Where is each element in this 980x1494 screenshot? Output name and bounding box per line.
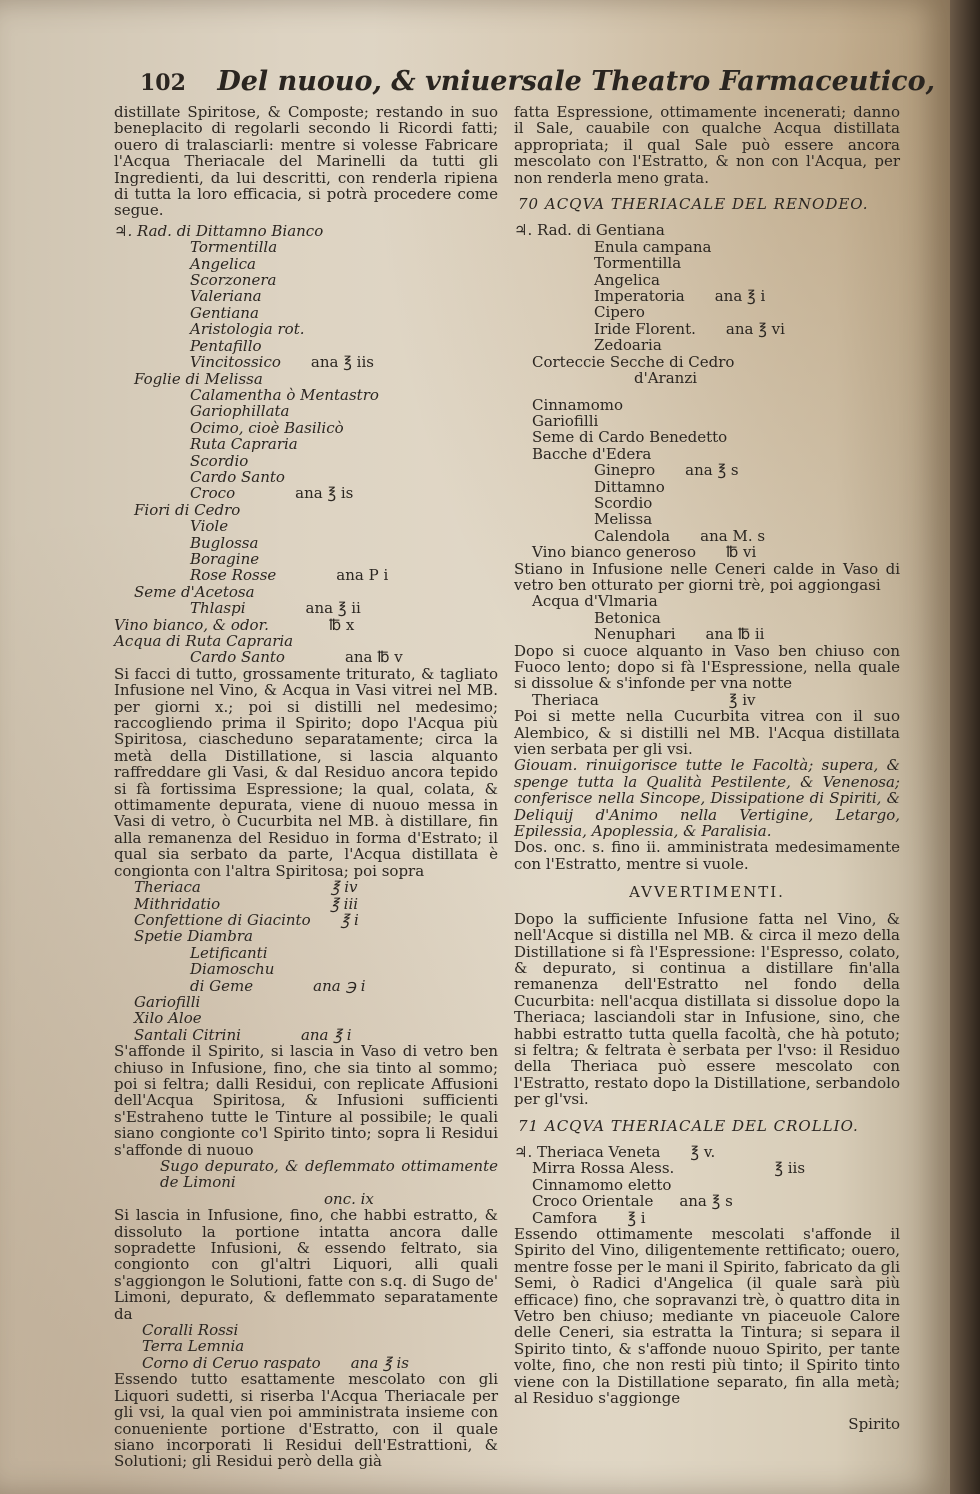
quantity: ana P i <box>336 566 389 585</box>
quantity: ℥ i <box>627 1208 646 1227</box>
quantity: ana ℥ ii <box>305 599 361 618</box>
recipe-line: Thlaspi ana ℥ ii <box>190 599 361 618</box>
quantity: ana M. s <box>700 526 766 545</box>
paragraph: S'affonde il Spirito, si lascia in Vaso di vetro ben chiuso in Infusione, fino, che sia tinto al sommo; poi si feltra; dalli Residui, con replicate Affusioni dell'Acqua Spiritosa, & Infusioni sufficienti s'Estraheno tutte le Tinture al possibile; le quali siano congionte co'l Spirito tinto; sopra li Residui s'affonde di nuouo <box>114 1042 498 1159</box>
recipe-line: ♃. Rad. di Dittamno Bianco <box>114 221 324 240</box>
paragraph: Stiano in Infusione nelle Ceneri calde in Vaso di vetro ben otturato per giorni trè, poi aggiongasi <box>514 559 900 594</box>
recipe-line: Confettione di Giacinto ℥ i <box>134 910 359 929</box>
quantity: ana ℥ vi <box>725 319 785 338</box>
recipe-line: Melissa <box>594 510 653 529</box>
recipe-line: Imperatoria ana ℥ i <box>594 287 766 306</box>
recipe-line: Cardo Santo ana ℔ v <box>190 648 403 667</box>
recipe-line: Foglie di Melissa <box>134 369 263 388</box>
recipe-line: Zedoaria <box>594 336 662 355</box>
recipe-line: Gariofilli <box>134 992 201 1011</box>
paragraph: Essendo ottimamente mescolati s'affonde il Spirito del Vino, diligentemente rettificato; ouero, mentre fosse per le mani il Spirito, fabricato da gli Semi, ò Radici d'Angelica (il quale sarà più efficace) fino, che sopravanzi trè, ò quattro dita in Vetro ben chiuso; mediante vn piaceuole Calore delle Ceneri, sia estratta la Tintura; si separa il Spirito tinto, & s'affonde nuouo Spirito, per tante volte, fino, che non resti più tinto; il Spirito tinto viene con la Distillatione separato, fin alla metà; al Residuo s'aggionge <box>514 1225 900 1408</box>
recipe-line: Buglossa <box>190 533 259 552</box>
quantity: ℔ x <box>328 615 355 634</box>
left-column <box>114 104 498 1470</box>
recipe-line: Gentiana <box>190 303 259 322</box>
paragraph: Poi si mette nella Cucurbita vitrea con il suo Alembico, & si distilli nel MB. l'Acqua distillata vien serbata per gli vsi. <box>514 707 900 759</box>
recipe-line: Dittamno <box>594 477 665 496</box>
recipe-line: Enula campana <box>594 237 712 256</box>
paragraph: Dopo la sufficiente Infusione fatta nel Vino, & nell'Acque si distilla nel MB. & circa il mezo della Distillatione si fà l'Espressione: l'Espresso, colato, & depurato, si continua a distillare fin'alla remanenza dell'Estratto nel fondo della Cucurbita: nell'acqua distillata si dissolue dopo la Theriaca; lasciandoli star in Infusione, sino, che habbi estratto tutta quella facoltà, che hà potuto; si feltra; & feltrata è serbata per l'vso: il Residuo della Theriaca può essere mescolato con l'Estratto, restato dopo la Distillatione, serbandolo per gl'vsi. <box>514 909 900 1109</box>
catchword: Spirito <box>848 1415 900 1434</box>
paragraph: fatta Espressione, ottimamente incenerati; danno il Sale, cauabile con qualche Acqua distillata appropriata; il qual Sale può essere ancora mescolato con l'Estratto, & non con l'Acqua, per non renderla meno grata. <box>514 103 900 187</box>
recipe-line: Tormentilla <box>594 254 682 273</box>
recipe-line: Scorzonera <box>190 271 277 290</box>
recipe-line: Seme di Cardo Benedetto <box>532 428 728 447</box>
quantity: ana ℥ is <box>350 1353 409 1372</box>
quantity: ana ℈ i <box>313 976 366 995</box>
section-heading: AVVERTIMENTI. <box>629 883 785 902</box>
recipe-line: di Geme ana ℈ i <box>190 976 366 995</box>
recipe-line: Corteccie Secche di Cedro <box>532 352 735 371</box>
recipe-line: Rose Rosse ana P i <box>190 566 389 585</box>
section-heading: 71 ACQVA THERIACALE DEL CROLLIO. <box>518 1116 859 1135</box>
recipe-line: Cipero <box>594 303 645 322</box>
recipe-line: Xilo Aloe <box>134 1009 202 1028</box>
running-title: Del nuouo, & vniuersale Theatro Farmaceutico, <box>217 66 936 97</box>
recipe-line: Camfora ℥ i <box>532 1208 646 1227</box>
paragraph: Dos. onc. s. fino ii. amministrata medesimamente con l'Estratto, mentre si vuole. <box>514 838 900 873</box>
recipe-line: Vino bianco generoso ℔ vi <box>532 543 757 562</box>
recipe-line: Viole <box>190 517 229 536</box>
recipe-line: Ginepro ana ℥ s <box>594 461 739 480</box>
recipe-line: Mirra Rossa Aless. ℥ iis <box>532 1159 806 1178</box>
recipe-line: Nenuphari ana ℔ ii <box>594 625 765 644</box>
quantity: ℥ iis <box>774 1159 806 1178</box>
recipe-line: Scordio <box>594 493 653 512</box>
recipe-line: Terra Lemnia <box>142 1337 245 1356</box>
quantity: ana ℥ is <box>295 484 354 503</box>
recipe-line: Fiori di Cedro <box>134 500 241 519</box>
recipe-line: Santali Citrini ana ℥ i <box>134 1025 352 1044</box>
recipe-line: Croco Orientale ana ℥ s <box>532 1192 733 1211</box>
recipe-line: Gariofilli <box>532 411 599 430</box>
recipe-line: Spetie Diambra <box>134 927 253 946</box>
recipe-line: Calendola ana M. s <box>594 526 766 545</box>
recipe-line: Coralli Rossi <box>142 1321 239 1340</box>
recipe-line: ♃. Theriaca Veneta ℥ v. <box>514 1142 716 1161</box>
recipe-line: d'Aranzi <box>634 369 698 388</box>
recipe-line: Acqua di Ruta Capraria <box>114 632 294 650</box>
quantity: ana ℔ v <box>344 648 403 667</box>
recipe-line: Mithridatio ℥ iii <box>134 894 359 913</box>
recipe-line: Iride Florent. ana ℥ vi <box>594 319 785 338</box>
running-header <box>140 62 936 102</box>
quantity: ℥ v. <box>690 1142 716 1161</box>
page-number: 102 <box>140 70 186 96</box>
recipe-line: Ocimo, cioè Basilicò <box>190 418 344 437</box>
recipe-line: Theriaca ℥ iv <box>532 690 756 709</box>
quantity: ℥ i <box>340 910 359 929</box>
recipe-line: Pentafillo <box>190 336 262 355</box>
recipe-line: Bacche d'Edera <box>532 444 652 463</box>
quantity: ℔ vi <box>725 543 757 562</box>
quantity: ℥ iv <box>728 690 756 709</box>
paragraph: Sugo depurato, & deflemmato ottimamente de Limoni <box>160 1157 498 1192</box>
recipe-line: Croco ana ℥ is <box>190 484 354 503</box>
recipe-line: Diamoschu <box>190 960 275 979</box>
quantity: onc. ix <box>324 1189 374 1208</box>
recipe-line: Seme d'Acetosa <box>134 582 255 601</box>
recipe-line: Tormentilla <box>190 238 278 257</box>
quantity: ℥ iv <box>330 878 358 897</box>
recipe-line: Angelica <box>190 254 256 273</box>
section-heading: 70 ACQVA THERIACALE DEL RENODEO. <box>518 195 869 214</box>
book-gutter-edge <box>950 0 980 1494</box>
recipe-line: Ruta Capraria <box>190 435 298 454</box>
recipe-line: Aristologia rot. <box>190 320 305 339</box>
paragraph: Si facci di tutto, grossamente triturato, & tagliato Infusione nel Vino, & Acqua in Vasi vitrei nel MB. per giorni x.; poi si distilli nel medesimo; raccogliendo prima il Spirito; dopo l'Acqua più Spiritosa, ciascheduno separatamente; circa la metà della Distillatione, si lascia alquanto raffreddare gli Vasi, & dal Residuo ancora tepido si fà fortissima Espressione; la qual, colata, & ottimamente depurata, viene di nuouo messa in Vasi di vetro, ò Cucurbita nel MB. à distillare, fin alla remanenza del Residuo in forma d'Estrato; il qual sia serbato da parte, l'Acqua distillata è congionta con l'altra Spiritosa; poi sopra <box>114 664 498 880</box>
right-column <box>514 104 900 1433</box>
recipe-line: Cinnamomo <box>532 395 624 414</box>
recipe-line: Vincitossico ana ℥ iis <box>190 353 374 372</box>
recipe-line: Corno di Ceruo raspato ana ℥ is <box>142 1353 409 1372</box>
paragraph: Si lascia in Infusione, fino, che habbi estratto, & dissoluto la portione intatta ancora dalle sopradette Infusioni, & essendo feltrato, sia congionto con gl'altri Liquori, alli quali s'aggiongon le Solutioni, fatte con s.q. di Sugo de' Limoni, depurato, & deflemmato separatamente da <box>114 1206 498 1323</box>
recipe-line: Theriaca ℥ iv <box>134 878 358 897</box>
recipe-line: Scordio <box>190 451 249 470</box>
recipe-line: ♃. Rad. di Gentiana <box>514 221 665 240</box>
paragraph: Essendo tutto esattamente mescolato con gli Liquori sudetti, si riserba l'Acqua Theriacale per gli vsi, la qual vien poi amministrata insieme con conueniente portione d'Estratto, con il quale siano incorporati li Residui dell'Estrattioni, & Solutioni; gli Residui però della già <box>114 1370 498 1471</box>
quantity: ana ℥ s <box>685 461 739 480</box>
quantity: ana ℥ s <box>679 1192 733 1211</box>
quantity: ana ℔ ii <box>705 625 765 644</box>
recipe-line: Acqua d'Vlmaria <box>532 592 658 611</box>
paragraph: distillate Spiritose, & Composte; restando in suo beneplacito di regolarli secondo li Ricordi fatti; ouero di tralasciarli: mentre si volesse Fabricare l'Acqua Theriacale del Marinelli da tutti gli Ingredienti, da lui descritti, con renderla ripiena di tutta la loro efficacia, si potrà procedere come segue. <box>114 103 498 220</box>
quantity: ana ℥ iis <box>310 353 374 372</box>
recipe-line: Betonica <box>594 608 661 627</box>
recipe-line: Angelica <box>594 270 660 289</box>
recipe-line: Gariophillata <box>190 402 290 421</box>
recipe-line: Boragine <box>190 549 260 568</box>
recipe-line: Calamentha ò Mentastro <box>190 385 379 404</box>
recipe-line: Cinnamomo eletto <box>532 1175 672 1194</box>
quantity: ℥ iii <box>330 894 359 913</box>
recipe-line: Vino bianco, & odor. ℔ x <box>114 615 355 634</box>
recipe-line: Valeriana <box>190 287 262 306</box>
quantity: ana ℥ i <box>300 1025 352 1044</box>
quantity: ana ℥ i <box>714 287 766 306</box>
recipe-line: Letificanti <box>190 943 268 962</box>
paragraph: Giouam. rinuigorisce tutte le Facoltà; supera, & spenge tutta la Qualità Pestilente, & Venenosa; conferisce nella Sincope, Dissipatione di Spiriti, & Deliquij d'Animo nella Vertigine, Letargo, Epilessia, Apoplessia, & Paralisia. <box>514 756 900 841</box>
recipe-line: Cardo Santo <box>190 467 285 486</box>
paragraph: Dopo si cuoce alquanto in Vaso ben chiuso con Fuoco lento; dopo si fà l'Espressione, nella quale si dissolue & s'infonde per vna notte <box>514 641 900 693</box>
